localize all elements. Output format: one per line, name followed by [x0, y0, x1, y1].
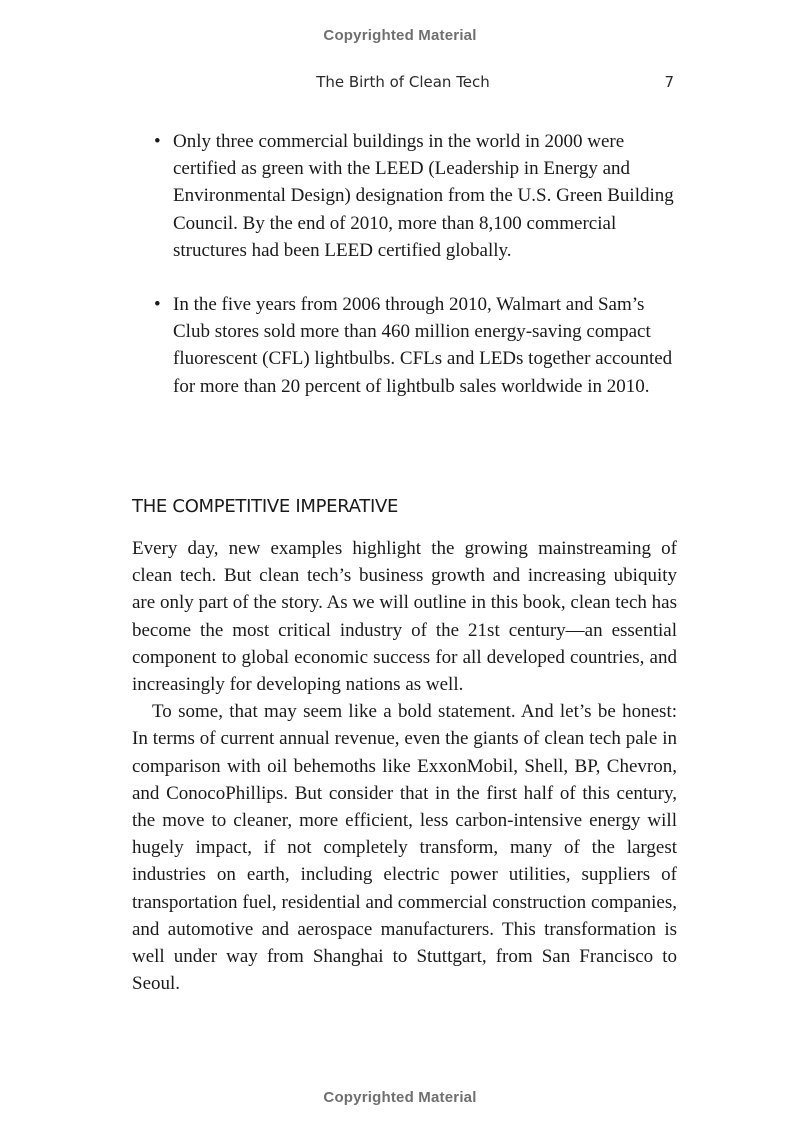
bullet-list	[132, 128, 677, 427]
bullet-item	[132, 291, 677, 400]
bullet-item	[132, 128, 677, 264]
bullet-marker: •	[154, 131, 161, 152]
body-paragraph: To some, that may seem like a bold statement. And let’s be honest: In terms of current annual revenue, even the giants of clean tech pale in comparison with oil behemoths like ExxonMobil, Shell, BP, Chevron, and ConocoPhillips. But consider that in the first half of this century, the move to cleaner, more efficient, less carbon-intensive energy will hugely impact, if not completely transform, many of the largest industries on earth, including electric power utilities, suppliers of transportation fuel, residential and commercial construction companies, and automotive and aerospace manufacturers. This transformation is well under way from Shanghai to Stuttgart, from San Francisco to Seoul.	[132, 701, 677, 995]
copyright-watermark-top: Copyrighted Material	[323, 27, 477, 44]
section-heading: THE COMPETITIVE IMPERATIVE	[132, 496, 399, 517]
bullet-text: In the five years from 2006 through 2010, Walmart and Sam’s Club stores sold more than 460 million energy-saving compact fluorescent (CFL) lightbulbs. CFLs and LEDs together accounted for more than 20 percent of lightbulb sales worldwide in 2010.	[173, 294, 673, 397]
copyright-watermark-bottom: Copyrighted Material	[323, 1089, 477, 1106]
page-number: 7	[664, 73, 674, 91]
running-head	[132, 73, 674, 95]
bullet-text: Only three commercial buildings in the world in 2000 were certified as green with the LEED (Leadership in Energy and Environmental Design) designation from the U.S. Green Building Council. By the end of 2010, more than 8,100 commercial structures had been LEED certified globally.	[173, 131, 674, 261]
running-head-title: The Birth of Clean Tech	[316, 73, 490, 91]
body-paragraph: Every day, new examples highlight the growing mainstreaming of clean tech. But clean tech’s business growth and increasing ubiquity are only part of the story. As we will outline in this book, clean tech has become the most critical industry of the 21st century—an essential component to global economic success for all developed countries, and increasingly for developing nations as well.	[132, 538, 677, 696]
body-text	[132, 535, 677, 997]
bullet-marker: •	[154, 294, 161, 316]
